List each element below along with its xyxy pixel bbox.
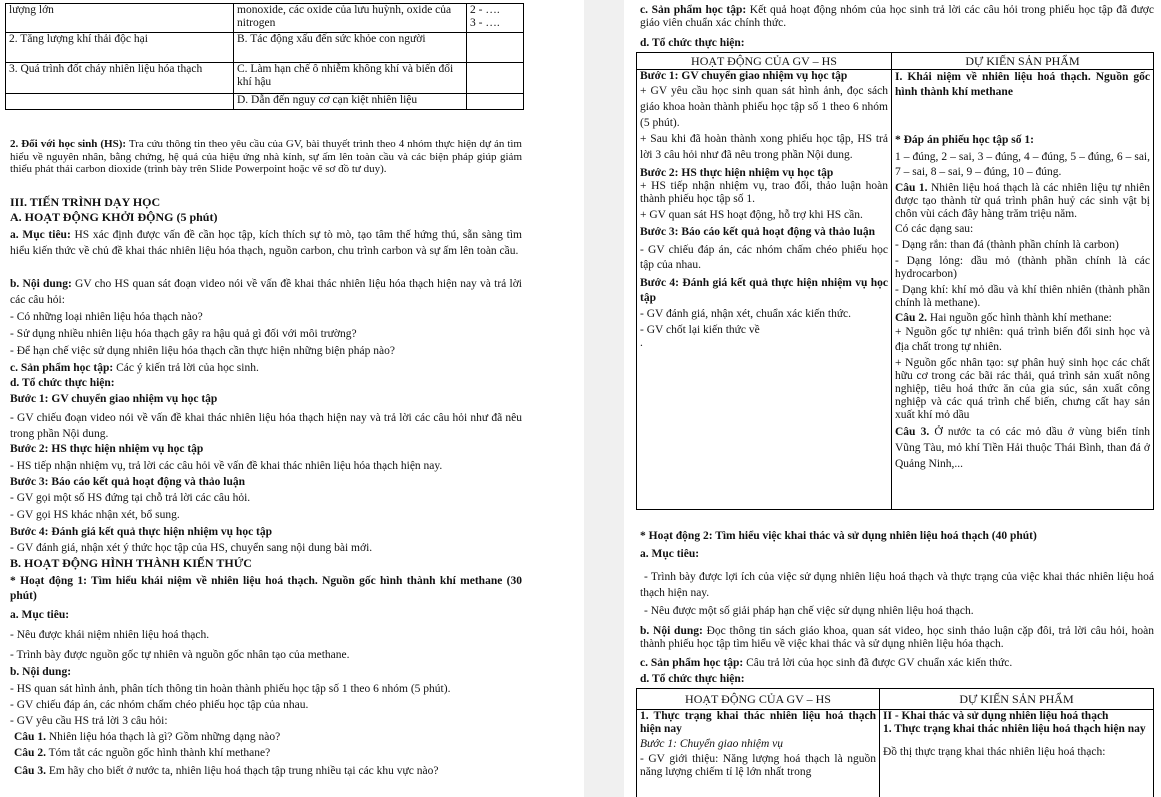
table-header: HOẠT ĐỘNG CỦA GV – HS	[637, 689, 880, 710]
heading-b: B. HOẠT ĐỘNG HÌNH THÀNH KIẾN THỨC	[10, 556, 252, 570]
a-muctieu-text: HS xác định được vấn đề cần học tập, kích thích sự tò mò, tạo tâm thế hứng thú, sẵn sàng tìm hiểu kiến thức về chủ đề khai thác nhiên liệu hóa thạch, nguồn carbon, chu trình carbon và sự ấm lên toàn cầu.	[10, 229, 522, 257]
expected-product-cell	[880, 710, 1154, 797]
matching-table	[5, 3, 524, 110]
question-cau-1	[14, 731, 526, 744]
table-header-row	[637, 689, 1154, 710]
step-4-text: - GV đánh giá, nhận xét ý thức học tập của HS, chuyển sang nội dung bài mới.	[10, 542, 373, 554]
table-header: HOẠT ĐỘNG CỦA GV – HS	[637, 53, 892, 70]
t1-answer-label: * Đáp án phiếu học tập số 1:	[895, 134, 1034, 146]
t1-cau-2a: + Nguồn gốc tự nhiên: quá trình biến đổi sinh học và địa chất trong tự nhiên.	[895, 326, 1150, 353]
t1-step-4: Bước 4: Đánh giá kết quả thực hiện nhiệm vụ học tập	[640, 277, 888, 304]
table-row	[6, 94, 524, 110]
table-header-row	[637, 53, 1154, 70]
t2-left-text: - GV giới thiệu: Năng lượng hoá thạch là nguồn năng lượng chiếm tỉ lệ lớn nhất trong	[640, 753, 876, 778]
b-noidung	[10, 276, 522, 308]
table-cell: 2. Tăng lượng khí thải độc hại	[6, 33, 234, 63]
t2-right-title-2: 1. Thực trạng khai thác nhiên liệu hoá thạch hiện nay	[883, 723, 1146, 735]
hs-preparation-label: 2. Đối với học sinh (HS):	[10, 138, 127, 150]
a-muctieu-label: a. Mục tiêu:	[10, 229, 71, 241]
t1-step-1b: + Sau khi đã hoàn thành xong phiếu học tập, HS trả lời 3 câu hỏi như đã nêu trong phần Nội dung.	[640, 133, 888, 161]
activity-2-title: * Hoạt động 2: Tìm hiểu việc khai thác và sử dụng nhiên liệu hoá thạch (40 phút)	[640, 530, 1037, 542]
table-row	[6, 63, 524, 94]
hd2-tochuc: d. Tổ chức thực hiện:	[640, 673, 745, 685]
hs-preparation-text: Tra cứu thông tin theo yêu cầu của GV, bài thuyết trình theo 4 nhóm thực hiện dự án tìm hiểu về nguyên nhân, bằng chứng, hệ quả của hiệu ứng nhà kính, sự ấm lên toàn cầu và các biện pháp giúp giảm thiểu phát thải carbon dioxide (trình bày trên Slide Powerpoint hoặc vẽ sơ đồ tư duy).	[10, 138, 522, 175]
hd1-muctieu-2: - Trình bày được nguồn gốc tự nhiên và nguồn gốc nhân tạo của methane.	[10, 649, 350, 661]
t1-product-title: I. Khái niệm về nhiên liệu hoá thạch. Nguồn gốc hình thành khí methane	[895, 71, 1150, 98]
hd2-muctieu: a. Mục tiêu:	[640, 548, 700, 560]
c-sanpham-right-text: Kết quả hoạt động nhóm của học sinh trả lời các câu hỏi trong phiếu học tập đã được giáo viên chuẩn xác chính thức.	[640, 4, 1154, 29]
step-3-text-1: - GV gọi một số HS đứng tại chỗ trả lời các câu hỏi.	[10, 492, 251, 504]
d-tochuc-right: d. Tổ chức thực hiện:	[640, 37, 745, 49]
step-2-heading: Bước 2: HS thực hiện nhiệm vụ học tập	[10, 443, 204, 455]
t1-step-2b: + GV quan sát HS hoạt động, hỗ trợ khi HS cần.	[640, 209, 863, 221]
t1-step-2a: + HS tiếp nhận nhiệm vụ, trao đổi, thảo luận hoàn thành phiếu học tập số 1.	[640, 180, 888, 205]
t2-left-title: 1. Thực trạng khai thác nhiên liệu hoá thạch hiện nay	[640, 710, 876, 735]
t1-answer-text: 1 – đúng, 2 – sai, 3 – đúng, 4 – đúng, 5 – đúng, 6 – sai, 7 – sai, 8 – sai, 9 – đúng, 10 – đúng.	[895, 151, 1150, 178]
hd2-sanpham-text: Câu trả lời của học sinh đã được GV chuẩn xác kiến thức.	[743, 657, 1013, 669]
table-cell	[467, 63, 524, 94]
a-muctieu	[10, 227, 522, 259]
table-cell: lượng lớn	[6, 4, 234, 33]
hs-preparation	[10, 138, 522, 176]
t1-cau-2	[895, 312, 1150, 325]
t1-step-3a: - GV chiếu đáp án, các nhóm chấm chéo phiếu học tập của nhau.	[640, 244, 888, 271]
table-row	[6, 4, 524, 33]
t1-dang-3: - Dạng khí: khí mỏ dầu và khí thiên nhiên (thành phần chính là methane).	[895, 284, 1150, 309]
step-1-heading: Bước 1: GV chuyển giao nhiệm vụ học tập	[10, 393, 218, 405]
table-cell	[6, 94, 234, 110]
heading-iii: III. TIẾN TRÌNH DẠY HỌC	[10, 195, 161, 209]
table-cell: 3. Quá trình đốt cháy nhiên liệu hóa thạch	[6, 63, 234, 94]
t1-step-4a: - GV đánh giá, nhận xét, chuẩn xác kiến thức.	[640, 308, 852, 320]
t1-cau-2-label: Câu 2.	[895, 312, 927, 324]
t1-cau-3-label: Câu 3.	[895, 426, 930, 438]
question-3: - Để hạn chế việc sử dụng nhiên liệu hóa thạch cần thực hiện những biện pháp nào?	[10, 345, 395, 357]
hd2-noidung	[640, 625, 1154, 651]
question-cau-3	[14, 765, 526, 778]
t1-cau-2-text: Hai nguồn gốc hình thành khí methane:	[926, 312, 1112, 324]
c-sanpham	[10, 362, 522, 375]
t1-step-1a: + GV yêu cầu học sinh quan sát hình ảnh, đọc sách giáo khoa hoàn thành phiếu học tập số 1 theo 6 nhóm (5 phút).	[640, 85, 888, 129]
hd2-muctieu-2: - Nêu được một số giải pháp hạn chế việc sử dụng nhiên liệu hoá thạch.	[644, 605, 974, 617]
cau-1-text: Nhiên liệu hóa thạch là gì? Gồm những dạng nào?	[45, 731, 281, 743]
t1-step-2: Bước 2: HS thực hiện nhiệm vụ học tập	[640, 167, 834, 179]
t1-cau-1-text: Nhiên liệu hoá thạch là các nhiên liệu tự nhiên được tạo thành từ quá trình phân huỷ các sinh vật bị chôn vùi cách đây hàng trăm triệu năm.	[895, 182, 1151, 220]
t1-dang-2: - Dạng lỏng: dầu mỏ (thành phần chính là các hydrocarbon)	[895, 255, 1150, 280]
t1-step-1: Bước 1: GV chuyển giao nhiệm vụ học tập	[640, 70, 848, 82]
step-3-heading: Bước 3: Báo cáo kết quả hoạt động và thảo luận	[10, 476, 245, 488]
c-sanpham-label: c. Sản phẩm học tập:	[10, 362, 114, 374]
t1-step-4c: .	[640, 337, 643, 349]
activity-1-title: * Hoạt động 1: Tìm hiểu khái niệm về nhiên liệu hoá thạch. Nguồn gốc hình thành khí methane (30 phút)	[10, 575, 522, 602]
question-cau-2	[14, 747, 526, 760]
page-gutter	[584, 0, 624, 797]
table-cell: B. Tác động xấu đến sức khỏe con người	[234, 33, 467, 63]
b-noidung-text: GV cho HS quan sát đoạn video nói về vấn đề khai thác nhiên liệu hóa thạch hiện nay và trả lời các câu hỏi:	[10, 278, 522, 306]
hd1-noidung: b. Nội dung:	[10, 666, 72, 678]
t2-left-sub: Bước 1: Chuyển giao nhiệm vụ	[640, 738, 784, 750]
t1-dang-1: - Dạng rắn: than đá (thành phần chính là carbon)	[895, 239, 1119, 251]
hd2-sanpham	[640, 657, 1154, 670]
t1-step-3: Bước 3: Báo cáo kết quả hoạt động và thảo luận	[640, 226, 875, 238]
activity-2-table	[636, 688, 1154, 797]
t1-cau-1-label: Câu 1.	[895, 182, 928, 194]
d-tochuc: d. Tổ chức thực hiện:	[10, 377, 115, 389]
table-header: DỰ KIẾN SẢN PHẨM	[892, 53, 1154, 70]
t1-step-4b: - GV chốt lại kiến thức về	[640, 324, 760, 336]
table-cell: 2 - …. 3 - ….	[467, 4, 524, 33]
c-sanpham-text: Các ý kiến trả lời của học sinh.	[113, 362, 259, 374]
b-noidung-label: b. Nội dung:	[10, 278, 72, 290]
question-2: - Sử dụng nhiều nhiên liệu hóa thạch gây ra hậu quả gì đối với môi trường?	[10, 328, 357, 340]
table-header: DỰ KIẾN SẢN PHẨM	[880, 689, 1154, 710]
question-1: - Có những loại nhiên liệu hóa thạch nào?	[10, 311, 203, 323]
hd2-sanpham-label: c. Sản phẩm học tập:	[640, 657, 744, 669]
hd1-muctieu-1: - Nêu được khái niệm nhiên liệu hoá thạch.	[10, 629, 210, 641]
hd1-noidung-2: - GV chiếu đáp án, các nhóm chấm chéo phiếu học tập của nhau.	[10, 699, 309, 711]
table-cell: monoxide, các oxide của lưu huỳnh, oxide của nitrogen	[234, 4, 467, 33]
t2-right-text: Đồ thị thực trạng khai thác nhiên liệu hoá thạch:	[883, 746, 1106, 758]
t1-cau-3-text: Ở nước ta có các mỏ dầu ở vùng biển tỉnh Vũng Tàu, mỏ khí Tiền Hải thuộc Thái Bình, than đá ở Quảng Ninh,...	[895, 426, 1151, 470]
table-row	[637, 70, 1154, 510]
cau-1-label: Câu 1.	[14, 731, 46, 743]
step-2-text: - HS tiếp nhận nhiệm vụ, trả lời các câu hỏi về vấn đề khai thác nhiên liệu hóa thạch hiện nay.	[10, 460, 443, 472]
right-page	[624, 0, 1161, 797]
cau-3-text: Em hãy cho biết ở nước ta, nhiên liệu hoá thạch tập trung nhiều tại các khu vực nào?	[45, 765, 439, 777]
t1-cau-2b: + Nguồn gốc nhân tạo: sự phân huỷ sinh học các chất hữu cơ trong các bãi rác thải, quá trình sản xuất nông nghiệp, tiêu hoá thức ăn của gia súc, sản xuất công nghiệp và các quá trình chế biến, chưng cất hay sản xuất khí mỏ dầu	[895, 357, 1150, 421]
hd1-muctieu: a. Mục tiêu:	[10, 609, 70, 621]
heading-a: A. HOẠT ĐỘNG KHỞI ĐỘNG (5 phút)	[10, 210, 218, 224]
table-row	[637, 710, 1154, 797]
cau-2-label: Câu 2.	[14, 747, 46, 759]
t2-right-title-1: II - Khai thác và sử dụng nhiên liệu hoá thạch	[883, 710, 1109, 722]
t1-dang: Có các dạng sau:	[895, 223, 974, 235]
table-cell: C. Làm hạn chế ô nhiễm không khí và biến đổi khí hậu	[234, 63, 467, 94]
cau-3-label: Câu 3.	[14, 765, 46, 777]
expected-product-cell	[892, 70, 1154, 510]
t1-cau-3	[895, 424, 1150, 472]
teacher-student-cell	[637, 70, 892, 510]
table-cell	[467, 94, 524, 110]
step-3-text-2: - GV gọi HS khác nhận xét, bổ sung.	[10, 509, 180, 521]
c-sanpham-right	[640, 4, 1154, 30]
c-sanpham-right-label: c. Sản phẩm học tập:	[640, 4, 747, 16]
hd1-noidung-3: - GV yêu cầu HS trả lời 3 câu hỏi:	[10, 715, 168, 727]
table-row	[6, 33, 524, 63]
hd2-muctieu-1: - Trình bày được lợi ích của việc sử dụng nhiên liệu hoá thạch và thực trạng của việc khai thác nhiên liệu hoá thạch hiện nay.	[640, 571, 1154, 599]
teacher-student-cell	[637, 710, 880, 797]
cau-2-text: Tóm tắt các nguồn gốc hình thành khí methane?	[45, 747, 271, 759]
table-cell	[467, 33, 524, 63]
hd2-noidung-text: Đọc thông tin sách giáo khoa, quan sát video, học sinh thảo luận cặp đôi, trả lời câu hỏi, hoàn thành phiếu học tập tìm hiểu về việc khai thác và sử dụng nhiên liệu hóa thạch.	[640, 625, 1154, 650]
t1-cau-1	[895, 182, 1150, 221]
hd1-noidung-1: - HS quan sát hình ảnh, phân tích thông tin hoàn thành phiếu học tập số 1 theo 6 nhóm (5 phút).	[10, 683, 451, 695]
step-1-text: - GV chiếu đoạn video nói về vấn đề khai thác nhiên liệu hóa thạch hiện nay và trả lời các câu hỏi như đã nêu trong phần Nội dung.	[10, 412, 522, 440]
step-4-heading: Bước 4: Đánh giá kết quả thực hiện nhiệm vụ học tập	[10, 526, 273, 538]
activity-1-table	[636, 52, 1154, 510]
hd2-noidung-label: b. Nội dung:	[640, 625, 703, 637]
table-cell: D. Dẫn đến nguy cơ cạn kiệt nhiên liệu	[234, 94, 467, 110]
